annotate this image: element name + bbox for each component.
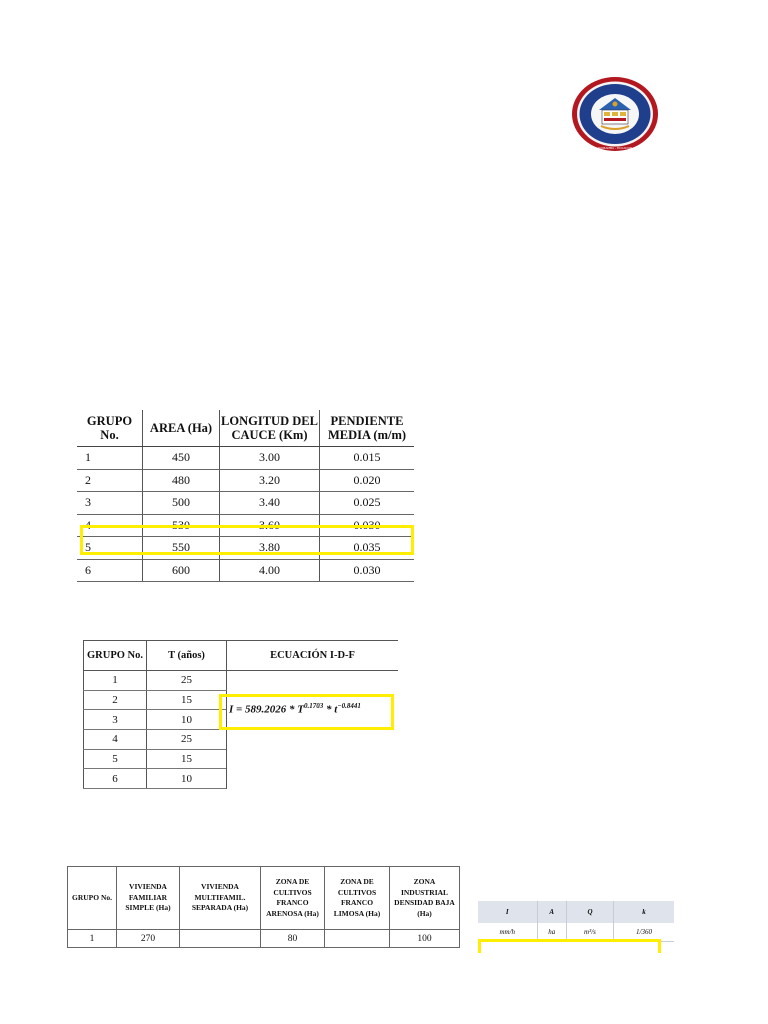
cell-grupo: 2: [77, 469, 143, 492]
units-table: [478, 901, 674, 942]
table-row: [77, 492, 414, 515]
row-highlight-box: [80, 525, 414, 555]
header-vivienda-familiar: VIVIENDA FAMILIAR SIMPLE (Ha): [117, 867, 180, 930]
cell-t: 25: [147, 730, 227, 750]
cell-unit-k: 1/360: [614, 923, 674, 942]
cell-longitud: 3.00: [220, 447, 320, 470]
table-row: [77, 447, 414, 470]
svg-text:RIOBAMBA - ECUADOR: RIOBAMBA - ECUADOR: [597, 146, 633, 150]
idf-equation: [229, 702, 361, 716]
cell-grupo: 5: [77, 537, 143, 560]
cell-vivienda-familiar: 270: [117, 930, 180, 948]
header-Q: Q: [566, 901, 613, 923]
cell-grupo: 1: [84, 671, 147, 691]
header-zona-industrial: ZONA INDUSTRIAL DENSIDAD BAJA (Ha): [390, 867, 460, 930]
header-cultivos-arenosa: ZONA DE CULTIVOS FRANCO ARENOSA (Ha): [261, 867, 325, 930]
table-row: [68, 930, 460, 948]
equation-mid: * t: [323, 703, 338, 716]
header-grupo: GRUPO No.: [68, 867, 117, 930]
university-logo: [571, 76, 659, 152]
cell-grupo: 2: [84, 690, 147, 710]
header-pendiente: PENDIENTE MEDIA (m/m): [320, 410, 415, 447]
cell-grupo: 6: [77, 559, 143, 582]
cell-grupo: 4: [77, 514, 143, 537]
cell-grupo: 3: [84, 710, 147, 730]
cell-longitud: 3.40: [220, 492, 320, 515]
header-ecuacion: ECUACIÓN I-D-F: [227, 641, 399, 671]
cell-area: 450: [143, 447, 220, 470]
header-cultivos-limosa: ZONA DE CULTIVOS FRANCO LIMOSA (Ha): [325, 867, 390, 930]
cell-unit-Q: m³/s: [566, 923, 613, 942]
cell-t: 15: [147, 690, 227, 710]
cell-vivienda-multifamiliar: [180, 930, 261, 948]
units-highlight-box: [478, 939, 661, 953]
cell-zona-industrial: 100: [390, 930, 460, 948]
cell-pendiente: 0.020: [320, 469, 415, 492]
cell-grupo: 3: [77, 492, 143, 515]
cell-grupo: 5: [84, 749, 147, 769]
cell-cultivos-arenosa: 80: [261, 930, 325, 948]
cell-grupo: 1: [89, 933, 95, 944]
cell-area: 600: [143, 559, 220, 582]
cell-grupo: 6: [84, 769, 147, 789]
cell-pendiente: 0.030: [320, 559, 415, 582]
header-vivienda-multifamiliar: VIVIENDA MULTIFAMIL. SEPARADA (Ha): [180, 867, 261, 930]
cell-unit-A: ha: [537, 923, 566, 942]
equation-exponent-t: −0.8441: [337, 702, 361, 710]
cell-t: 10: [147, 710, 227, 730]
cell-grupo: 1: [77, 447, 143, 470]
cell-t: 25: [147, 671, 227, 691]
header-t-anos: T (años): [147, 641, 227, 671]
group-area-table: [77, 410, 414, 582]
equation-lhs: I = 589.2026 * T: [229, 703, 305, 716]
cell-longitud: 3.80: [220, 537, 320, 560]
cell-pendiente: 0.025: [320, 492, 415, 515]
header-grupo: GRUPO No.: [77, 410, 143, 447]
header-area: AREA (Ha): [143, 410, 220, 447]
equation-exponent-T: 0.1703: [304, 702, 324, 710]
header-A: A: [537, 901, 566, 923]
table-row: [84, 671, 399, 691]
header-grupo: GRUPO No.: [84, 641, 147, 671]
cell-area: 530: [143, 514, 220, 537]
cell-longitud: 3.60: [220, 514, 320, 537]
header-longitud: LONGITUD DEL CAUCE (Km): [220, 410, 320, 447]
cell-pendiente: 0.015: [320, 447, 415, 470]
cell-cultivos-limosa: [325, 930, 390, 948]
cell-area: 550: [143, 537, 220, 560]
cell-grupo: 4: [84, 730, 147, 750]
table-row: [77, 559, 414, 582]
land-use-table: [67, 866, 460, 948]
header-I: I: [478, 901, 537, 923]
cell-longitud: 3.20: [220, 469, 320, 492]
cell-area: 480: [143, 469, 220, 492]
cell-t: 15: [147, 749, 227, 769]
header-k: k: [614, 901, 674, 923]
cell-t: 10: [147, 769, 227, 789]
cell-area: 500: [143, 492, 220, 515]
table-row: [77, 469, 414, 492]
cell-unit-I: mm/h: [478, 923, 537, 942]
cell-pendiente: 0.035: [320, 537, 415, 560]
cell-pendiente: 0.030: [320, 514, 415, 537]
cell-longitud: 4.00: [220, 559, 320, 582]
